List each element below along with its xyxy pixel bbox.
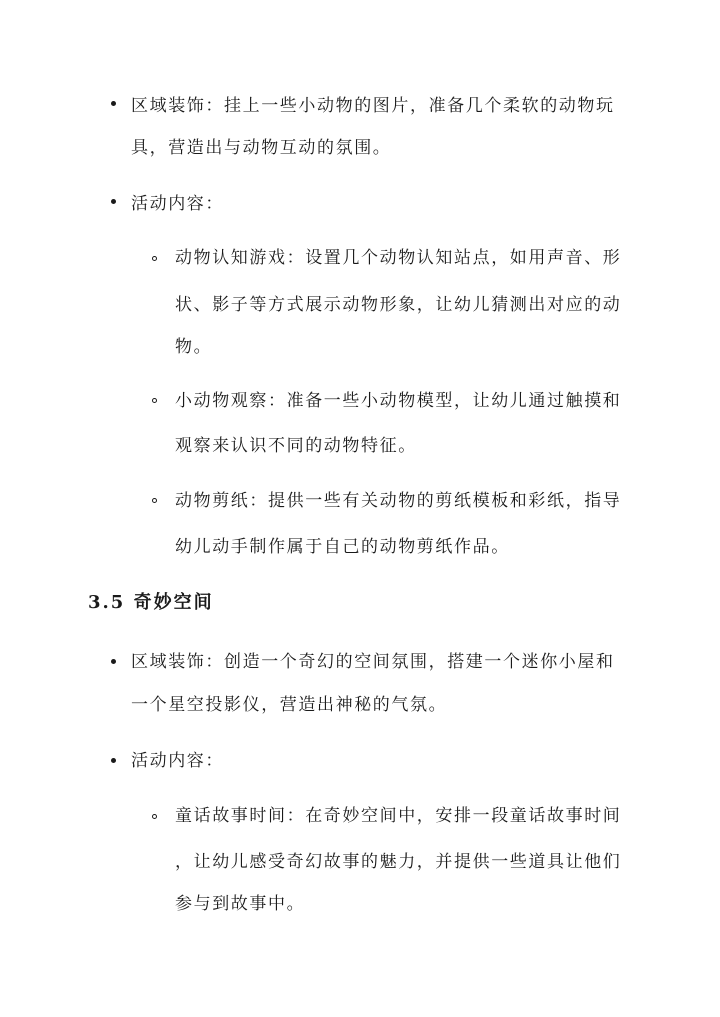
- paragraph-line: 动物认知游戏：设置几个动物认知站点，如用声音、形: [175, 248, 622, 268]
- sub-bullet-circle: [152, 256, 157, 261]
- sub-bullet-circle: [152, 498, 157, 503]
- bullet-dot: [111, 659, 116, 664]
- paragraph-line: 物。: [175, 337, 213, 357]
- sub-bullet-circle: [152, 814, 157, 819]
- paragraph-line: 动物剪纸：提供一些有关动物的剪纸模板和彩纸，指导: [175, 491, 622, 511]
- paragraph-line: 参与到故事中。: [175, 894, 306, 914]
- bullet-dot: [111, 758, 116, 763]
- paragraph-line: 区域装饰：挂上一些小动物的图片，准备几个柔软的动物玩: [131, 96, 615, 116]
- paragraph-line: 小动物观察：准备一些小动物模型，让幼儿通过触摸和: [175, 391, 622, 411]
- paragraph-line: 一个星空投影仪，营造出神秘的气氛。: [131, 695, 448, 715]
- paragraph-line: 状、影子等方式展示动物形象，让幼儿猜测出对应的动: [175, 295, 622, 315]
- paragraph-line: 童话故事时间：在奇妙空间中，安排一段童话故事时间: [175, 806, 622, 826]
- paragraph-line: 区域装饰：创造一个奇幻的空间氛围，搭建一个迷你小屋和: [131, 652, 615, 672]
- paragraph-line: 活动内容：: [131, 194, 224, 214]
- paragraph-line: ，让幼儿感受奇幻故事的魅力，并提供一些道具让他们: [175, 852, 622, 872]
- paragraph-line: 观察来认识不同的动物特征。: [175, 436, 417, 456]
- sub-bullet-circle: [152, 398, 157, 403]
- bullet-dot: [111, 101, 116, 106]
- section-heading: 3.5 奇妙空间: [88, 592, 214, 613]
- paragraph-line: 具，营造出与动物互动的氛围。: [131, 138, 392, 158]
- paragraph-line: 幼儿动手制作属于自己的动物剪纸作品。: [175, 537, 510, 557]
- paragraph-line: 活动内容：: [131, 751, 224, 771]
- bullet-dot: [111, 199, 116, 204]
